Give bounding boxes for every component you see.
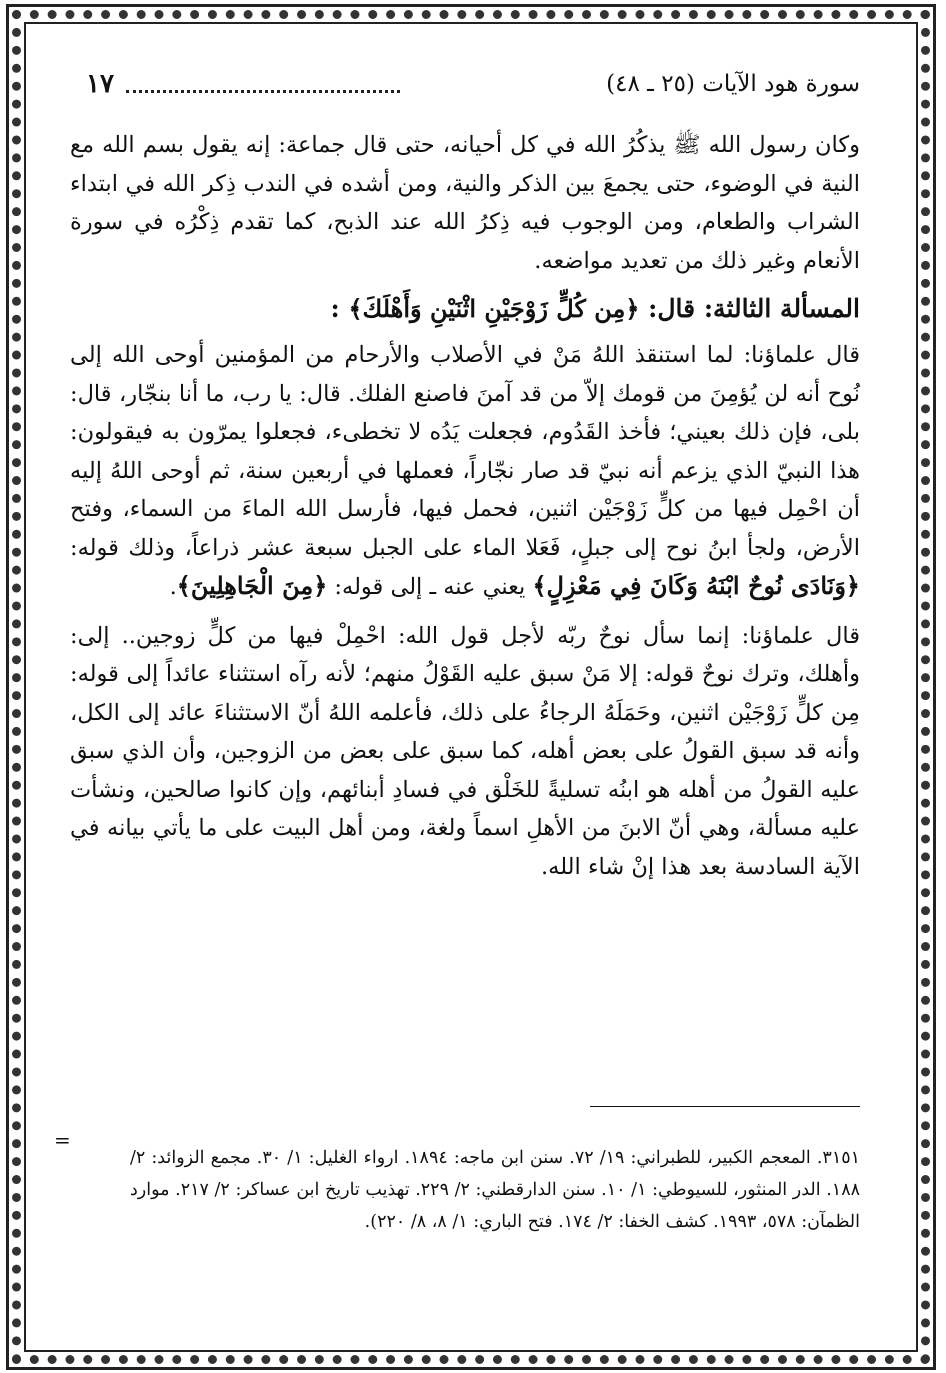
footnote-marker: = (54, 1128, 71, 1152)
paragraph-2-end: . (169, 574, 177, 600)
paragraph-1: وكان رسول الله ﷺ يذكُرُ الله في كل أحيانه، حتى قال جماعة: إنه يقول بسم الله مع النية في الوضوء، حتى يجمعَ بين الذكر والنية، ومن أشده في الندب ذِكر الله في ابتداء الشراب والطعام، ومن الوجوب فيه ذِكرُ الله عند الذبح، كما تقدم ذِكْرُه في سورة الأنعام وغير ذلك من تعديد مواضعه. (70, 132, 860, 274)
body-text (70, 126, 860, 886)
section-heading-colon: : (330, 294, 340, 323)
running-head-title: سورة هود الآيات (٢٥ ـ ٤٨) (606, 71, 860, 97)
quran-verse-1: ﴿وَنَادَى نُوحٌ ابْنَهُ وَكَانَ فِي مَعْزِلٍ﴾ (532, 571, 860, 600)
paragraph-3: قال علماؤنا: إنما سأل نوحٌ ربّه لأجل قول الله: احْمِلْ فيها من كلٍّ زوجين.. إلى: وأهلك، وترك نوحٌ قوله: إلا مَنْ سبق عليه القَوْلُ منهم؛ لأنه رآه استثناء عائداً إلى قوله: مِن كلٍّ زَوْجَيْن اثنين، وحَمَلَهُ الرجاءُ على ذلك، فأعلمه اللهُ أنّ الاستثناءَ عائد إلى الكل، وأنه قد سبق القولُ على بعض أهله، كما سبق على بعض من الزوجين، وأن الذي سبق عليه القولُ من أهله هو ابنُه تسليةً للخَلْق في فسادِ أبنائهم، وإن كانوا صالحين، ونشأت عليه مسألة، وهي أنّ الابنَ من الأهلِ اسماً ولغة، ومن أهل البيت على ما يأتي بيانه في الآية السادسة بعد هذا إنْ شاء الله. (70, 622, 860, 880)
footnote-text: ٣١٥١. المعجم الكبير، للطبراني: ١٩/ ٧٢. سنن ابن ماجه: ١٨٩٤. ارواء الغليل: ١/ ٣٠. مجمع الزوائد: ٢/ ١٨٨. الدر المنثور، للسيوطي: ١/ ١٠. سنن الدارقطني: ٢/ ٢٢٩. تهذيب تاريخ ابن عساكر: ٢/ ٢١٧. موارد الظمآن: ٥٧٨، ١٩٩٣. كشف الخفا: ٢/ ١٧٤. فتح الباري: ١/ ٨، ٨/ ٢٢٠). (130, 1147, 861, 1232)
paragraph-2 (70, 336, 860, 607)
footnote (54, 1124, 861, 1255)
paragraph-2-text-a: قال علماؤنا: لما استنقذ اللهُ مَنْ في الأصلاب والأرحام من المؤمنين أوحى الله إلى نُوح أنه لن يُؤمِنَ من قومك إلاّ من قد آمنَ فاصنع الفلك. قال: يا رب، ما أنا بنجّار، قال: بلى، فإن ذلك بعيني؛ فأخذ القَدُوم، فجعلت يَدُه لا تخطىء، فجعلوا يمرّون به فيقولون: هذا النبيّ الذي يزعم أنه نبيّ قد صار نجّاراً، فعملها في أربعين سنة، ثم أوحى اللهُ إليه أن احْمِل فيها من كلٍّ زَوْجَيْن اثنين، فحمل فيها، فأرسل الله الماءَ من السماء، وفتح الأرض، ولجأ ابنُ نوح إلى جبلٍ، فَعَلا الماء على الجبل سبعة عشر ذراعاً، وذلك قوله: (70, 342, 860, 561)
paragraph-spacer (70, 607, 860, 617)
paragraph-2-text-b: يعني عنه ـ إلى قوله: (334, 574, 526, 600)
running-head-leader-dots (126, 90, 400, 93)
page-number: ١٧ (86, 69, 114, 99)
footnote-rule (590, 1106, 860, 1107)
section-heading-label: المسألة الثالثة: قال: (648, 294, 860, 323)
running-head (70, 64, 860, 104)
section-heading-verse: ﴿مِن كُلٍّ زَوْجَيْنِ اثْنَيْنِ وَأَهْلَكَ﴾ (348, 294, 640, 323)
quran-verse-2: ﴿مِنَ الْجَاهِلِينَ﴾ (176, 571, 328, 600)
section-heading (70, 288, 860, 330)
